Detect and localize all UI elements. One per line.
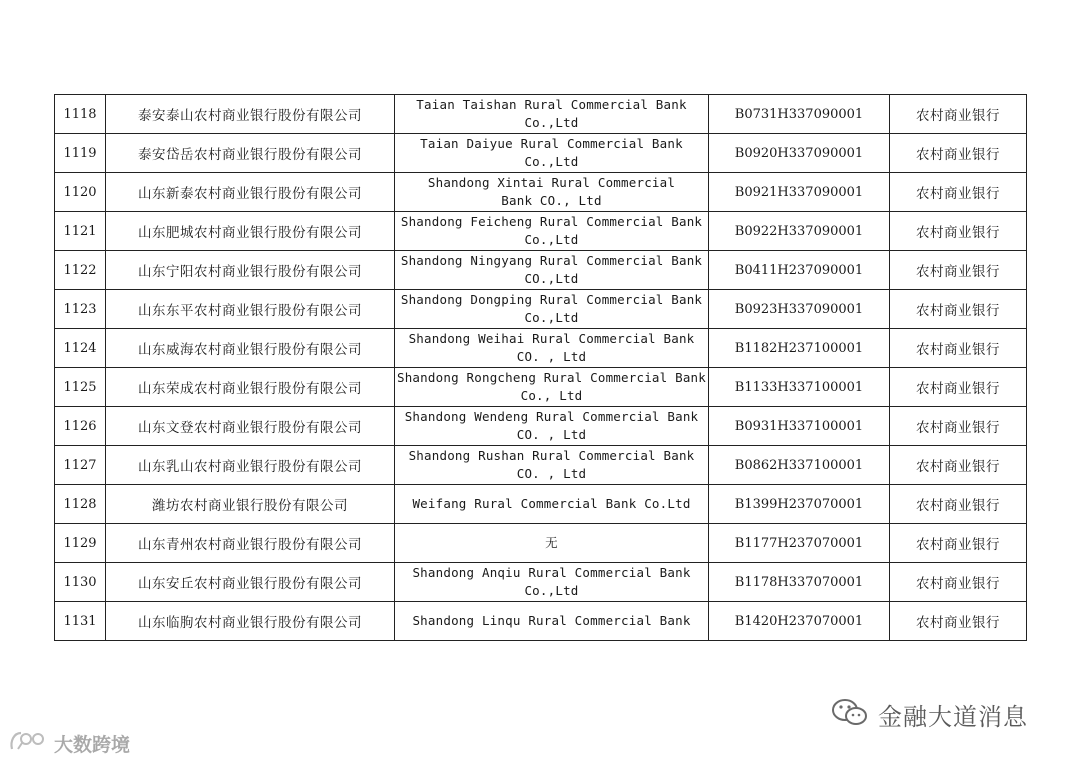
row-number: 1131: [55, 602, 106, 641]
bank-name-en: [395, 290, 709, 329]
institution-code: B0931H337100001: [709, 407, 890, 446]
table-row: [55, 134, 1027, 173]
bank-name-cn: 山东乳山农村商业银行股份有限公司: [106, 446, 395, 485]
table-row: [55, 290, 1027, 329]
institution-type: 农村商业银行: [890, 485, 1027, 524]
bank-name-en-line: Bank CO., Ltd: [501, 193, 602, 208]
bank-name-cn: 山东临朐农村商业银行股份有限公司: [106, 602, 395, 641]
row-number: 1122: [55, 251, 106, 290]
bank-name-en: [395, 95, 709, 134]
institution-code: B0411H237090001: [709, 251, 890, 290]
institution-type: 农村商业银行: [890, 524, 1027, 563]
bank-name-en-line: Shandong Weihai Rural Commercial Bank: [408, 331, 695, 346]
bank-name-en-line: Co.,Ltd: [524, 583, 579, 598]
institution-type: 农村商业银行: [890, 290, 1027, 329]
wechat-account-name: 金融大道消息: [878, 702, 1028, 731]
bank-name-en-line: Co., Ltd: [520, 388, 583, 403]
institution-type: 农村商业银行: [890, 212, 1027, 251]
table-row: [55, 602, 1027, 641]
bank-name-en: [395, 212, 709, 251]
row-number: 1127: [55, 446, 106, 485]
institution-type: 农村商业银行: [890, 134, 1027, 173]
bank-name-en-line: Co.,Ltd: [524, 310, 579, 325]
bank-name-en: [395, 329, 709, 368]
bank-name-en-line: CO. , Ltd: [516, 349, 587, 364]
bank-name-en-line: Shandong Wendeng Rural Commercial Bank: [404, 409, 699, 424]
institution-code: B1182H237100001: [709, 329, 890, 368]
institution-code: B1399H237070001: [709, 485, 890, 524]
table-row: [55, 329, 1027, 368]
bank-name-en-line: Shandong Xintai Rural Commercial: [427, 175, 676, 190]
bank-name-en-line: Co.,Ltd: [524, 115, 579, 130]
bank-name-cn: 山东文登农村商业银行股份有限公司: [106, 407, 395, 446]
institution-type: 农村商业银行: [890, 446, 1027, 485]
bank-name-en: [395, 485, 709, 524]
institution-type: 农村商业银行: [890, 602, 1027, 641]
bank-name-en-line: Weifang Rural Commercial Bank Co.Ltd: [412, 496, 691, 511]
table-row: [55, 446, 1027, 485]
bank-name-en-line: CO.,Ltd: [524, 271, 579, 286]
institution-type: 农村商业银行: [890, 407, 1027, 446]
row-number: 1125: [55, 368, 106, 407]
bank-name-en: [395, 251, 709, 290]
bank-name-en-line: CO. , Ltd: [516, 427, 587, 442]
brand-watermark: [8, 728, 130, 758]
institution-code: B0731H337090001: [709, 95, 890, 134]
bank-name-en-line: Co.,Ltd: [524, 232, 579, 247]
bank-name-en-line: Taian Daiyue Rural Commercial Bank: [420, 136, 683, 151]
bank-name-en-line: CO. , Ltd: [516, 466, 587, 481]
table-row: [55, 524, 1027, 563]
bank-name-en-line: Co.,Ltd: [524, 154, 579, 169]
institution-type: 农村商业银行: [890, 173, 1027, 212]
bank-name-cn: 山东肥城农村商业银行股份有限公司: [106, 212, 395, 251]
table-row: [55, 251, 1027, 290]
bank-name-cn: 泰安泰山农村商业银行股份有限公司: [106, 95, 395, 134]
bank-name-en: [395, 407, 709, 446]
row-number: 1128: [55, 485, 106, 524]
bank-name-en: [395, 446, 709, 485]
bank-name-cn: 泰安岱岳农村商业银行股份有限公司: [106, 134, 395, 173]
bank-name-cn: 山东新泰农村商业银行股份有限公司: [106, 173, 395, 212]
table-row: [55, 368, 1027, 407]
table-row: [55, 173, 1027, 212]
bank-table-body: [55, 95, 1027, 641]
bank-name-en-line: Shandong Rushan Rural Commercial Bank: [408, 448, 695, 463]
bank-name-en-line: Shandong Rongcheng Rural Commercial Bank: [396, 370, 707, 385]
row-number: 1124: [55, 329, 106, 368]
institution-code: B1177H237070001: [709, 524, 890, 563]
row-number: 1130: [55, 563, 106, 602]
wechat-icon: [830, 697, 870, 731]
institution-code: B1420H237070001: [709, 602, 890, 641]
institution-type: 农村商业银行: [890, 251, 1027, 290]
institution-type: 农村商业银行: [890, 329, 1027, 368]
table-row: [55, 485, 1027, 524]
institution-code: B0862H337100001: [709, 446, 890, 485]
table-row: [55, 407, 1027, 446]
institution-code: B1133H337100001: [709, 368, 890, 407]
institution-code: B1178H337070001: [709, 563, 890, 602]
bank-name-cn: 山东威海农村商业银行股份有限公司: [106, 329, 395, 368]
bank-name-cn: 山东荣成农村商业银行股份有限公司: [106, 368, 395, 407]
bank-name-en-line: 无: [545, 535, 558, 550]
row-number: 1118: [55, 95, 106, 134]
institution-code: B0923H337090001: [709, 290, 890, 329]
bank-name-cn: 山东青州农村商业银行股份有限公司: [106, 524, 395, 563]
bank-name-cn: 山东安丘农村商业银行股份有限公司: [106, 563, 395, 602]
institution-code: B0920H337090001: [709, 134, 890, 173]
institution-type: 农村商业银行: [890, 368, 1027, 407]
row-number: 1121: [55, 212, 106, 251]
institution-code: B0922H337090001: [709, 212, 890, 251]
bank-name-en-line: Shandong Ningyang Rural Commercial Bank: [400, 253, 703, 268]
bank-name-en: [395, 134, 709, 173]
wechat-watermark: [830, 696, 1028, 732]
bank-name-en: [395, 368, 709, 407]
row-number: 1119: [55, 134, 106, 173]
bank-name-en-line: Shandong Linqu Rural Commercial Bank: [412, 613, 691, 628]
row-number: 1123: [55, 290, 106, 329]
bank-name-en-line: Shandong Feicheng Rural Commercial Bank: [400, 214, 703, 229]
row-number: 1126: [55, 407, 106, 446]
institution-type: 农村商业银行: [890, 95, 1027, 134]
bank-table: [54, 94, 1027, 641]
bank-name-en-line: Shandong Anqiu Rural Commercial Bank: [412, 565, 691, 580]
row-number: 1120: [55, 173, 106, 212]
row-number: 1129: [55, 524, 106, 563]
bank-name-cn: 山东宁阳农村商业银行股份有限公司: [106, 251, 395, 290]
institution-type: 农村商业银行: [890, 563, 1027, 602]
bank-name-en: [395, 602, 709, 641]
bank-name-en: [395, 563, 709, 602]
bank-name-cn: 山东东平农村商业银行股份有限公司: [106, 290, 395, 329]
table-row: [55, 212, 1027, 251]
table-row: [55, 95, 1027, 134]
table-row: [55, 563, 1027, 602]
bank-name-en-line: Taian Taishan Rural Commercial Bank: [416, 97, 687, 112]
bank-name-en-line: Shandong Dongping Rural Commercial Bank: [400, 292, 703, 307]
bank-name-en: [395, 173, 709, 212]
institution-code: B0921H337090001: [709, 173, 890, 212]
bank-name-en: [395, 524, 709, 563]
brand-logo-icon: [8, 729, 48, 757]
brand-name: 大数跨境: [54, 733, 131, 756]
bank-name-cn: 潍坊农村商业银行股份有限公司: [106, 485, 395, 524]
